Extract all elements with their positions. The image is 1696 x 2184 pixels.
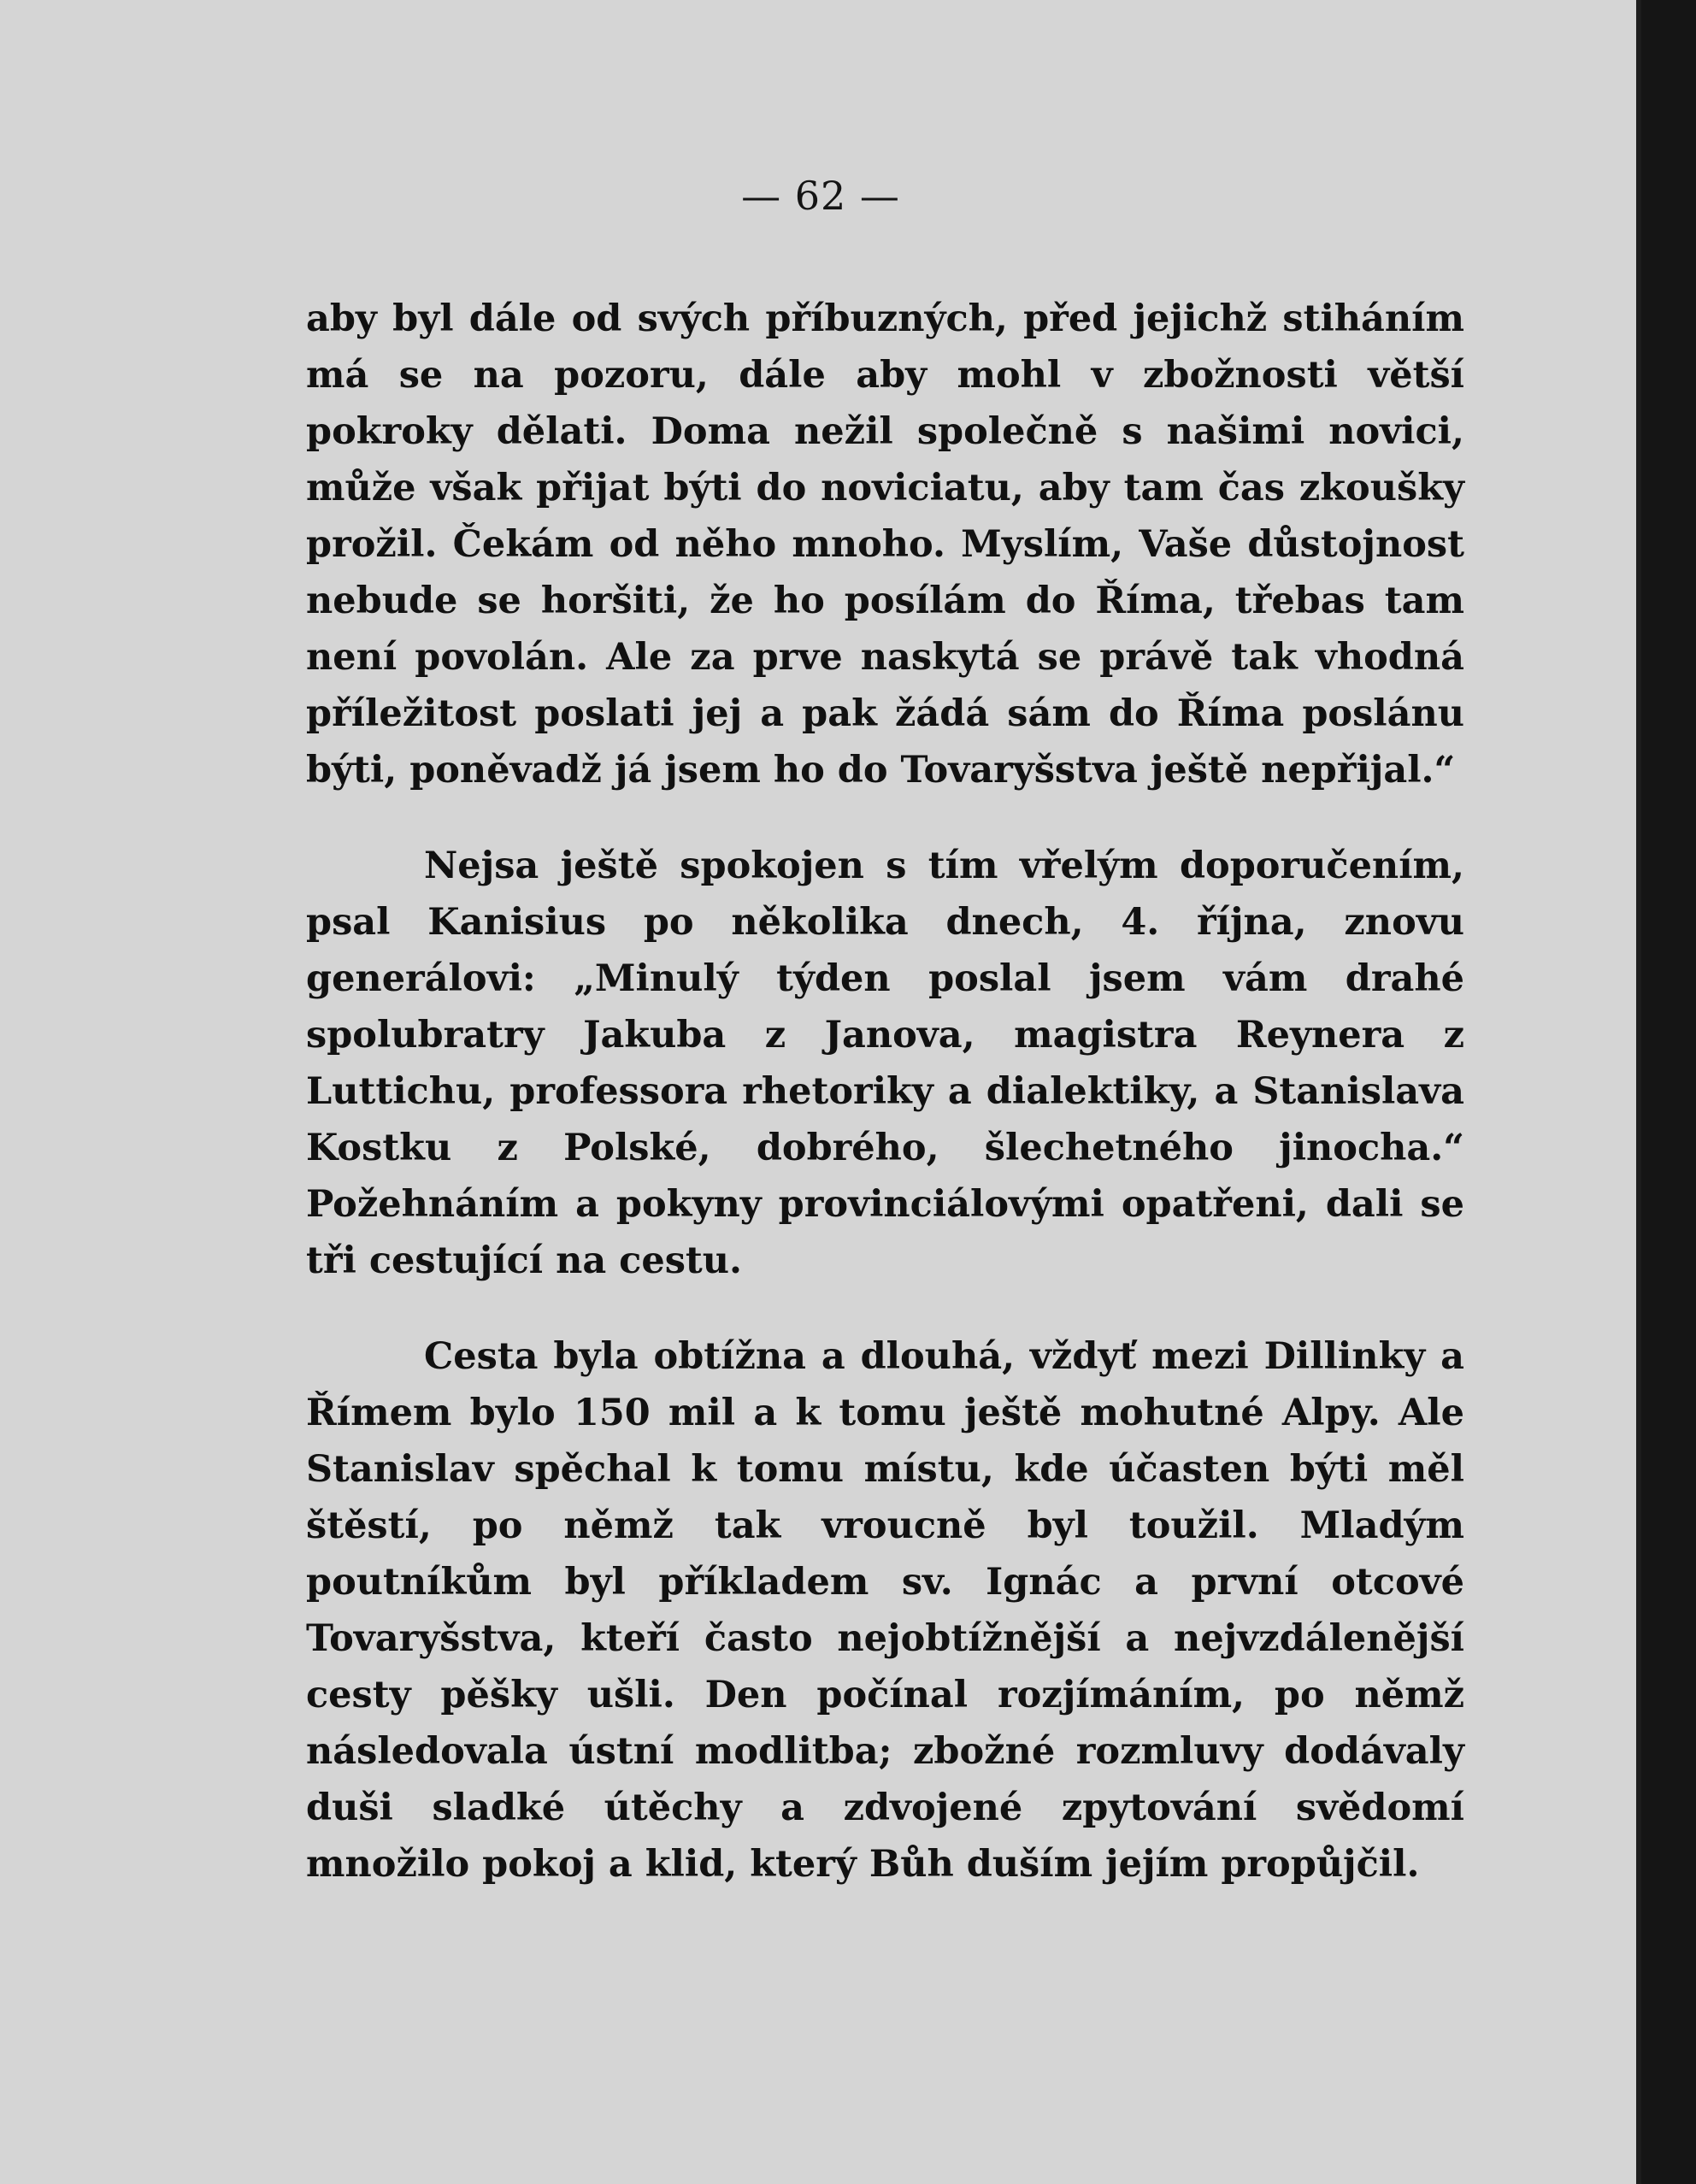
paragraph-3: Cesta byla obtížna a dlouhá, vždyť mezi Dillinky a Římem bylo 150 mil a k tomu ještě mohutné Alpy. Ale Stanislav spěchal k tomu místu, kde účasten býti měl štěstí, po němž tak vroucně byl toužil. Mladým poutníkům byl příkladem sv. Ignác a první otcové Tovaryšstva, kteří často nejobtížnější a nejvzdálenější cesty pěšky ušli. Den počínal rozjímáním, po němž následovala ústní modlitba; zbožné rozmluvy dodávaly duši sladké útěchy a zdvojené zpytování svědomí množilo pokoj a klid, který Bůh duším jejím propůjčil.: [306, 1335, 1464, 1886]
page-edge: [1636, 0, 1641, 2184]
paragraph-1: aby byl dále od svých příbuzných, před jejichž stiháním má se na pozoru, dále aby mohl v zbožnosti větší pokroky dělati. Doma nežil společně s našimi novici, může však přijat býti do noviciatu, aby tam čas zkoušky prožil. Čekám od něho mnoho. Myslím, Vaše důstojnost nebude se horšiti, že ho posílám do Říma, třebas tam není povolán. Ale za prve naskytá se právě tak vhodná příležitost poslati jej a pak žádá sám do Říma poslánu býti, poněvadž já jsem ho do Tovaryšstva ještě nepřijal.“: [306, 297, 1464, 792]
page-number: — 62 —: [741, 173, 900, 219]
body-text: [306, 291, 1464, 1893]
paragraph-2: Nejsa ještě spokojen s tím vřelým doporučením, psal Kanisius po několika dnech, 4. října, znovu generálovi: „Minulý týden poslal jsem vám drahé spolubratry Jakuba z Janova, magistra Reynera z Luttichu, professora rhetoriky a dialektiky, a Stanislava Kostku z Polské, dobrého, šlechetného jinocha.“ Požehnáním a pokyny provinciálovými opatřeni, dali se tři cestující na cestu.: [306, 845, 1464, 1282]
